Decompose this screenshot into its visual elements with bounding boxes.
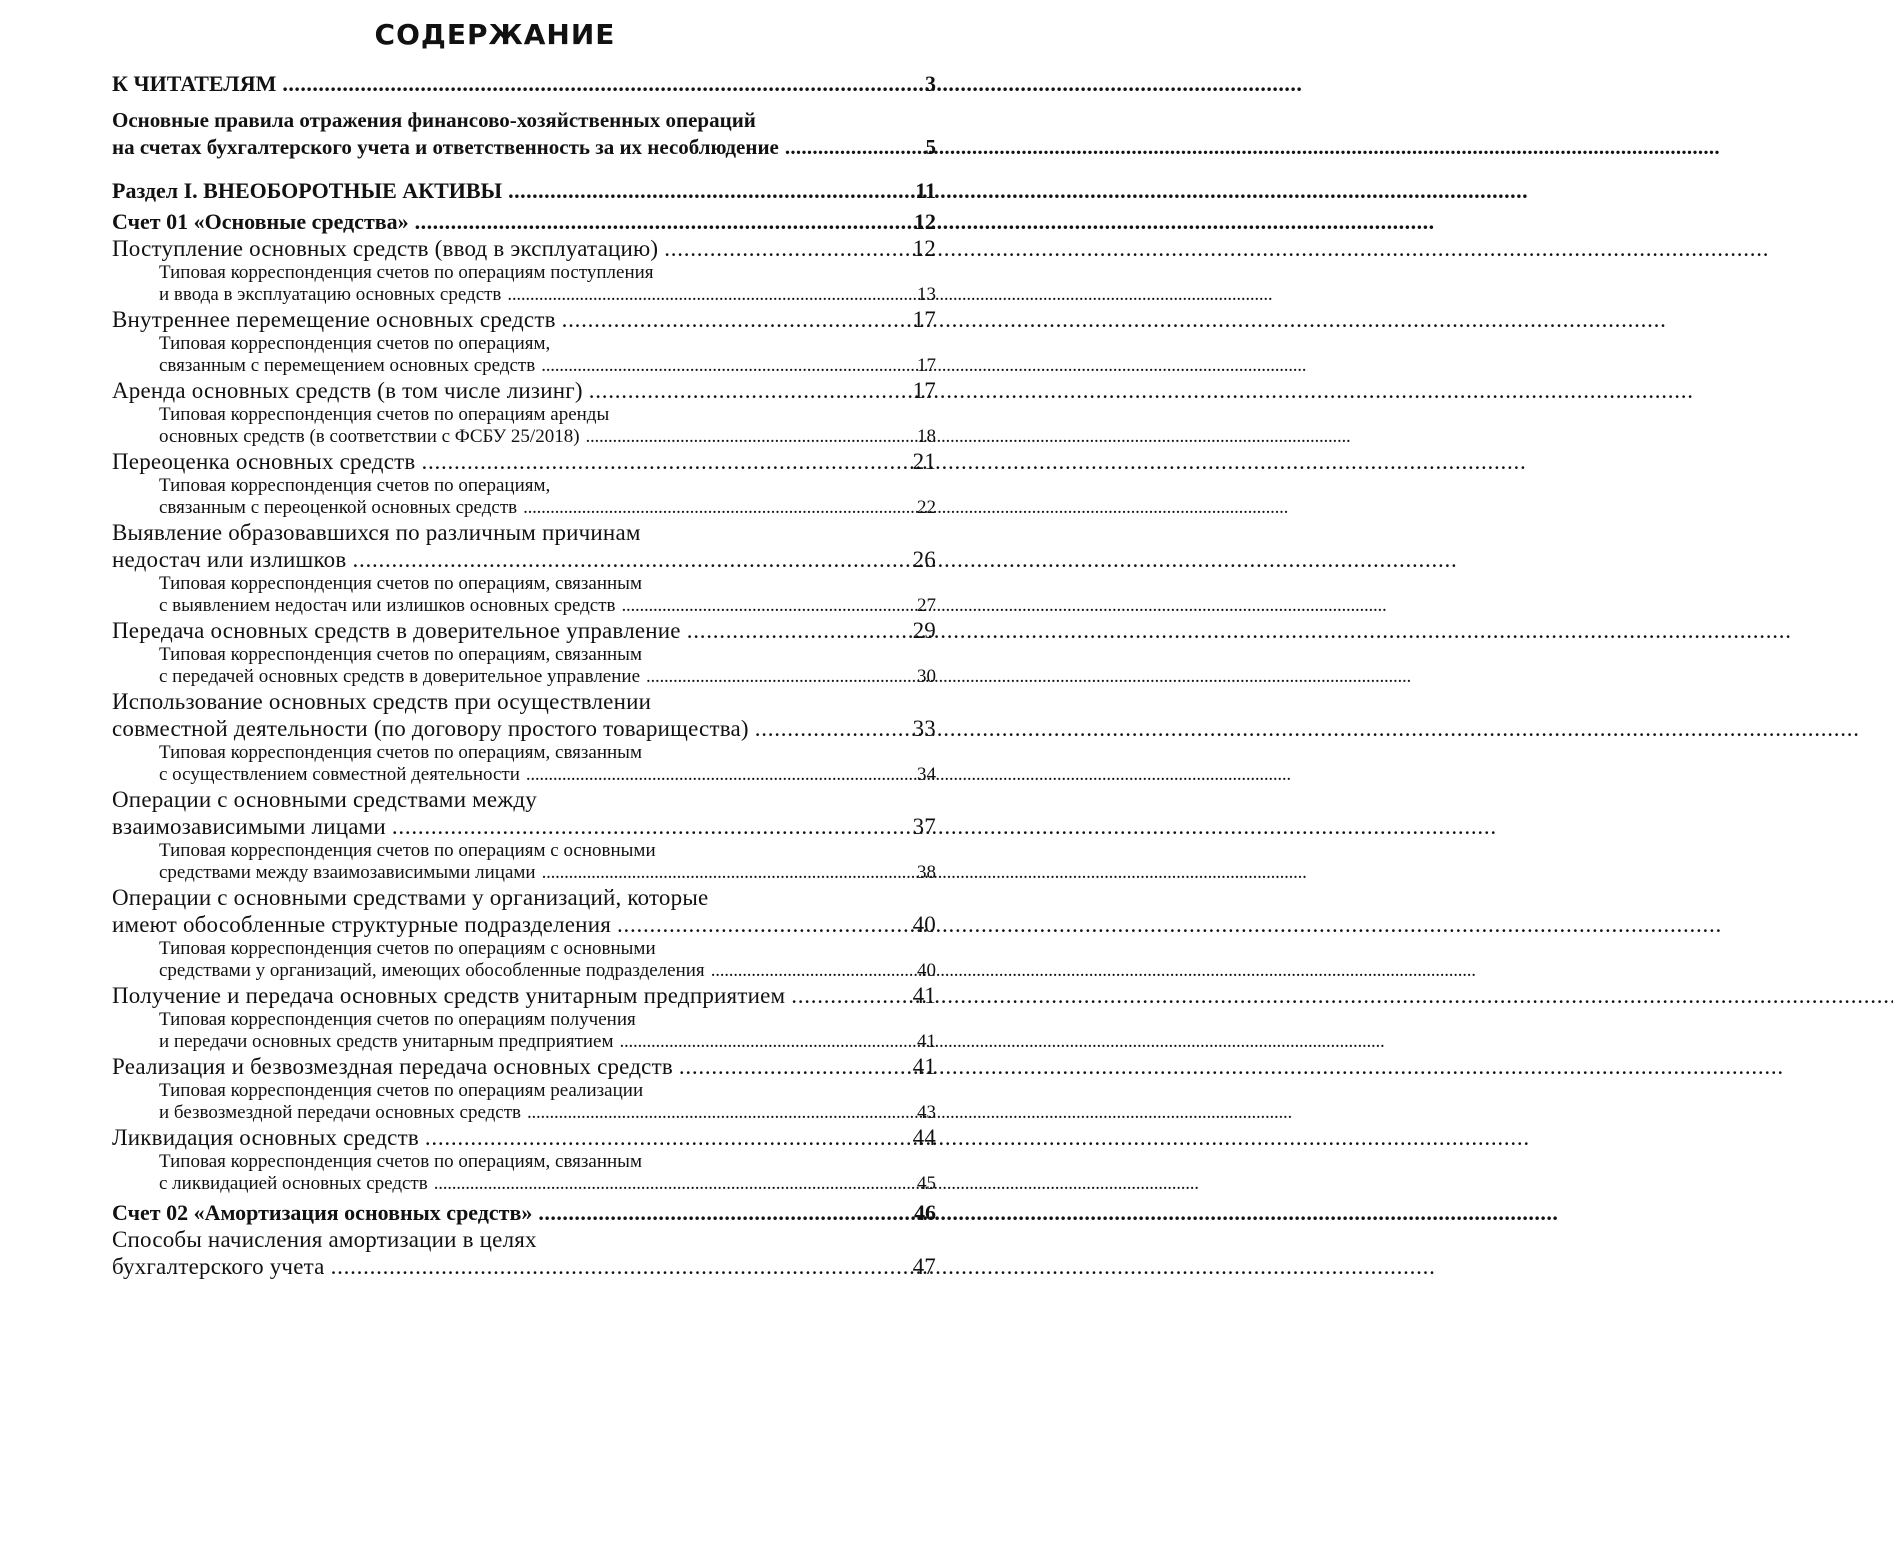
- toc-entry: [112, 377, 936, 404]
- toc-page-number: 41: [917, 1031, 936, 1052]
- toc-entry-title: Счет 02 «Амортизация основных средств»: [112, 1200, 533, 1225]
- toc-page-number: 13: [917, 284, 936, 305]
- toc-entry-last-line: [112, 1102, 936, 1124]
- toc-entry-title: Раздел I. ВНЕОБОРОТНЫЕ АКТИВЫ: [112, 178, 503, 203]
- toc-page-number: 41: [912, 1054, 936, 1079]
- toc-page-number: 27: [917, 595, 936, 616]
- toc-entry-title: Способы начисления амортизации в целях: [112, 1227, 537, 1252]
- toc-entry-line: [112, 644, 936, 666]
- toc-page-number: 34: [917, 764, 936, 785]
- toc-page-number: 33: [912, 716, 936, 741]
- toc-entry-title: Операции с основными средствами между: [112, 787, 538, 812]
- toc-entry-title: и передачи основных средств унитарным предприятием: [159, 1031, 614, 1052]
- toc-page-number: 26: [912, 547, 936, 572]
- toc-entry-title: Типовая корреспонденция счетов по операциям, связанным: [159, 742, 642, 763]
- toc-entry: [112, 448, 936, 475]
- toc-entry-line: [112, 475, 936, 497]
- dot-leader: [562, 306, 909, 333]
- toc-entry-last-line: [112, 355, 936, 377]
- toc-entry-line: [112, 262, 936, 284]
- dot-leader: [646, 666, 910, 688]
- dot-leader: [791, 982, 908, 1009]
- toc-entry-last-line: [112, 982, 936, 1009]
- toc-entry-last-line: [112, 208, 936, 235]
- toc-entry-title: недостач или излишков: [112, 547, 347, 572]
- toc-entry: [112, 107, 936, 161]
- toc-entry-line: [112, 519, 936, 546]
- table-of-contents: [112, 70, 936, 1280]
- toc-entry: [112, 70, 936, 97]
- toc-page-number: 21: [912, 449, 936, 474]
- dot-leader: [352, 546, 908, 573]
- toc-page-number: 5: [925, 135, 936, 159]
- toc-entry-title: Получение и передача основных средств унитарным предприятием: [112, 983, 786, 1008]
- dot-leader: [687, 617, 909, 644]
- toc-entry-last-line: [112, 595, 936, 617]
- toc-entry-title: совместной деятельности (по договору простого товарищества): [112, 716, 749, 741]
- toc-entry-title: связанным с переоценкой основных средств: [159, 497, 518, 518]
- dot-leader: [538, 1199, 910, 1226]
- toc-entry-title: Типовая корреспонденция счетов по операциям, связанным: [159, 1151, 642, 1172]
- toc-entry: [112, 644, 936, 688]
- toc-entry: [112, 1199, 936, 1226]
- toc-entry: [112, 475, 936, 519]
- toc-entry-title: Ликвидация основных средств: [112, 1125, 419, 1150]
- toc-entry-title: Типовая корреспонденция счетов по операциям, связанным: [159, 573, 642, 594]
- toc-entry: [112, 840, 936, 884]
- toc-entry: [112, 519, 936, 573]
- toc-entry-last-line: [112, 1053, 936, 1080]
- toc-entry-title: с ликвидацией основных средств: [159, 1173, 428, 1194]
- toc-entry-title: средствами у организаций, имеющих обособленные подразделения: [159, 960, 705, 981]
- toc-entry-last-line: [112, 426, 936, 448]
- toc-entry: [112, 1080, 936, 1124]
- toc-entry-title: и ввода в эксплуатацию основных средств: [159, 284, 502, 305]
- toc-page-number: 29: [912, 618, 936, 643]
- toc-entry-title: имеют обособленные структурные подразделения: [112, 912, 611, 937]
- toc-entry-last-line: [112, 813, 936, 840]
- toc-entry-last-line: [112, 715, 936, 742]
- toc-entry-line: [112, 688, 936, 715]
- toc-page-number: 37: [912, 814, 936, 839]
- toc-entry-title: на счетах бухгалтерского учета и ответственность за их несоблюдение: [112, 135, 779, 159]
- toc-entry-title: Типовая корреспонденция счетов по операциям,: [159, 333, 551, 354]
- toc-page-number: 22: [917, 497, 936, 518]
- toc-entry-title: Использование основных средств при осуществлении: [112, 689, 652, 714]
- dot-leader: [711, 960, 910, 982]
- toc-entry-last-line: [112, 1173, 936, 1195]
- toc-entry-line: [112, 1080, 936, 1102]
- toc-entry-title: Типовая корреспонденция счетов по операциям,: [159, 475, 551, 496]
- toc-page-number: 46: [914, 1200, 936, 1225]
- toc-entry-last-line: [112, 911, 936, 938]
- toc-entry-last-line: [112, 377, 936, 404]
- toc-entry: [112, 573, 936, 617]
- toc-entry-title: Типовая корреспонденция счетов по операциям, связанным: [159, 644, 642, 665]
- toc-entry: [112, 938, 936, 982]
- toc-page-number: 41: [912, 983, 936, 1008]
- toc-entry-last-line: [112, 177, 936, 204]
- toc-entry: [112, 1151, 936, 1195]
- toc-entry-last-line: [112, 306, 936, 333]
- page-title: СОДЕРЖАНИЕ: [374, 18, 616, 51]
- dot-leader: [507, 284, 910, 306]
- toc-entry-last-line: [112, 235, 936, 262]
- toc-page-number: 30: [917, 666, 936, 687]
- dot-leader: [421, 448, 908, 475]
- toc-entry-last-line: [112, 764, 936, 786]
- toc-entry-title: Аренда основных средств (в том числе лизинг): [112, 378, 583, 403]
- toc-entry-title: Передача основных средств в доверительное управление: [112, 618, 681, 643]
- dot-leader: [589, 377, 909, 404]
- dot-leader: [331, 1253, 909, 1280]
- toc-entry-last-line: [112, 666, 936, 688]
- toc-entry-line: [112, 333, 936, 355]
- toc-entry-line: [112, 573, 936, 595]
- toc-entry: [112, 688, 936, 742]
- toc-entry-last-line: [112, 284, 936, 306]
- dot-leader: [508, 177, 910, 204]
- toc-entry: [112, 1053, 936, 1080]
- toc-entry-line: [112, 404, 936, 426]
- dot-leader: [541, 355, 910, 377]
- dot-leader: [586, 426, 910, 448]
- toc-entry: [112, 742, 936, 786]
- dot-leader: [542, 862, 910, 884]
- toc-entry-line: [112, 742, 936, 764]
- toc-entry-title: Типовая корреспонденция счетов по операциям аренды: [159, 404, 610, 425]
- toc-entry-last-line: [112, 1031, 936, 1053]
- dot-leader: [415, 208, 910, 235]
- toc-page-number: 12: [914, 209, 936, 234]
- toc-entry-last-line: [112, 70, 936, 97]
- dot-leader: [755, 715, 909, 742]
- toc-entry: [112, 235, 936, 262]
- toc-entry: [112, 208, 936, 235]
- toc-entry-last-line: [112, 134, 936, 161]
- toc-entry-line: [112, 1009, 936, 1031]
- toc-entry: [112, 306, 936, 333]
- toc-entry-last-line: [112, 448, 936, 475]
- toc-entry-title: Переоценка основных средств: [112, 449, 416, 474]
- toc-entry-title: взаимозависимыми лицами: [112, 814, 386, 839]
- dot-leader: [527, 1102, 910, 1124]
- toc-entry: [112, 786, 936, 840]
- toc-page-number: 17: [917, 355, 936, 376]
- toc-page-number: 47: [912, 1254, 936, 1279]
- toc-entry-title: Реализация и безвозмездная передача основных средств: [112, 1054, 673, 1079]
- dot-leader: [785, 134, 910, 161]
- toc-entry-title: Выявление образовавшихся по различным причинам: [112, 520, 641, 545]
- toc-entry-title: Типовая корреспонденция счетов по операциям с основными: [159, 840, 656, 861]
- toc-entry-title: бухгалтерского учета: [112, 1254, 325, 1279]
- toc-page-number: 40: [917, 960, 936, 981]
- toc-entry: [112, 982, 936, 1009]
- toc-entry: [112, 1009, 936, 1053]
- toc-entry-last-line: [112, 546, 936, 573]
- toc-page-number: 11: [915, 178, 936, 203]
- toc-entry-last-line: [112, 497, 936, 519]
- toc-page-number: 17: [912, 307, 936, 332]
- dot-leader: [617, 911, 909, 938]
- toc-page-number: 38: [917, 862, 936, 883]
- toc-entry-line: [112, 884, 936, 911]
- toc-entry-last-line: [112, 1253, 936, 1280]
- toc-entry-line: [112, 1226, 936, 1253]
- dot-leader: [392, 813, 909, 840]
- toc-entry-title: К ЧИТАТЕЛЯМ: [112, 71, 277, 96]
- toc-entry-line: [112, 840, 936, 862]
- toc-entry-title: Типовая корреспонденция счетов по операциям реализации: [159, 1080, 644, 1101]
- toc-entry-last-line: [112, 862, 936, 884]
- toc-entry-title: связанным с перемещением основных средств: [159, 355, 536, 376]
- dot-leader: [282, 70, 910, 97]
- toc-entry-title: средствами между взаимозависимыми лицами: [159, 862, 536, 883]
- toc-entry-title: Типовая корреспонденция счетов по операциям с основными: [159, 938, 656, 959]
- toc-entry-line: [112, 107, 936, 134]
- toc-entry: [112, 404, 936, 448]
- toc-entry-line: [112, 786, 936, 813]
- dot-leader: [664, 235, 908, 262]
- dot-leader: [523, 497, 910, 519]
- toc-entry-title: с выявлением недостач или излишков основных средств: [159, 595, 616, 616]
- toc-entry-title: Основные правила отражения финансово-хозяйственных операций: [112, 108, 756, 132]
- toc-entry-title: Типовая корреспонденция счетов по операциям получения: [159, 1009, 636, 1030]
- toc-entry-title: основных средств (в соответствии с ФСБУ 25/2018): [159, 426, 580, 447]
- toc-page-number: 17: [912, 378, 936, 403]
- toc-page-number: 18: [917, 426, 936, 447]
- toc-entry-title: Операции с основными средствами у организаций, которые: [112, 885, 709, 910]
- dot-leader: [679, 1053, 909, 1080]
- toc-page-number: 45: [917, 1173, 936, 1194]
- dot-leader: [425, 1124, 909, 1151]
- toc-entry-title: Типовая корреспонденция счетов по операциям поступления: [159, 262, 654, 283]
- toc-entry: [112, 333, 936, 377]
- toc-entry-last-line: [112, 617, 936, 644]
- toc-entry: [112, 1124, 936, 1151]
- toc-page-number: 12: [912, 236, 936, 261]
- toc-entry-last-line: [112, 1199, 936, 1226]
- toc-entry: [112, 1226, 936, 1280]
- toc-entry-line: [112, 938, 936, 960]
- toc-entry-title: с осуществлением совместной деятельности: [159, 764, 520, 785]
- toc-entry: [112, 617, 936, 644]
- dot-leader: [434, 1173, 910, 1195]
- dot-leader: [620, 1031, 910, 1053]
- toc-page-number: 3: [925, 71, 936, 96]
- toc-entry-last-line: [112, 960, 936, 982]
- toc-entry: [112, 262, 936, 306]
- toc-entry-title: Внутреннее перемещение основных средств: [112, 307, 556, 332]
- toc-entry-title: и безвозмездной передачи основных средств: [159, 1102, 522, 1123]
- toc-entry-title: Счет 01 «Основные средства»: [112, 209, 409, 234]
- dot-leader: [622, 595, 910, 617]
- toc-page-number: 43: [917, 1102, 936, 1123]
- toc-entry-line: [112, 1151, 936, 1173]
- dot-leader: [526, 764, 910, 786]
- toc-page-number: 40: [912, 912, 936, 937]
- toc-page-number: 44: [912, 1125, 936, 1150]
- toc-entry-last-line: [112, 1124, 936, 1151]
- toc-entry-title: с передачей основных средств в доверительное управление: [159, 666, 641, 687]
- toc-entry: [112, 884, 936, 938]
- toc-entry-title: Поступление основных средств (ввод в эксплуатацию): [112, 236, 659, 261]
- toc-entry: [112, 177, 936, 204]
